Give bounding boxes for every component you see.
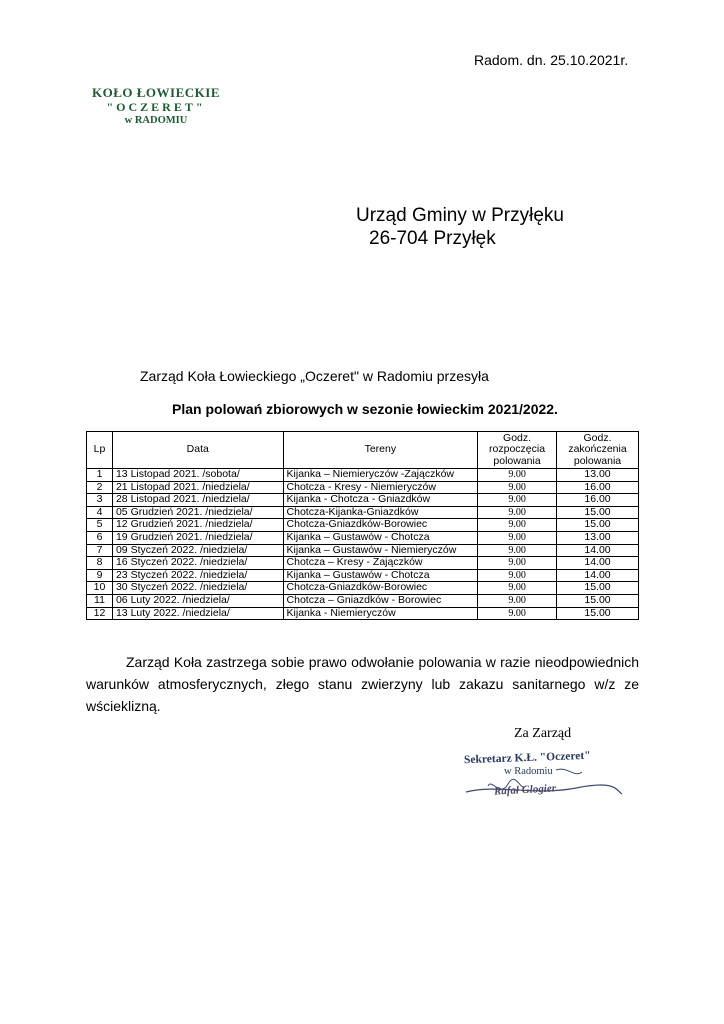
- cell-area: Chotcza-Kijanka-Gniazdków: [283, 506, 478, 519]
- header-date: Data: [112, 432, 283, 469]
- cell-date: 28 Listopad 2021. /niedziela/: [112, 494, 283, 507]
- document-date: Radom. dn. 25.10.2021r.: [474, 52, 629, 68]
- cell-area: Kijanka – Gustawów - Chotcza: [283, 531, 478, 544]
- cell-lp: 6: [87, 531, 113, 544]
- cell-date: 23 Styczeń 2022. /niedziela/: [112, 569, 283, 582]
- table-row: [87, 469, 639, 482]
- cell-start: 9.00: [478, 582, 557, 595]
- cell-lp: 3: [87, 494, 113, 507]
- cell-lp: 7: [87, 544, 113, 557]
- cell-start: 9.00: [478, 519, 557, 532]
- cell-date: 13 Luty 2022. /niedziela/: [112, 607, 283, 620]
- cell-start: 9.00: [478, 594, 557, 607]
- cell-end: 15.00: [557, 607, 639, 620]
- cell-start: 9.00: [478, 506, 557, 519]
- header-start-time: Godz. rozpoczęcia polowania: [478, 432, 557, 469]
- cell-date: 16 Styczeń 2022. /niedziela/: [112, 557, 283, 570]
- cell-end: 15.00: [557, 594, 639, 607]
- cell-end: 16.00: [557, 481, 639, 494]
- cell-start: 9.00: [478, 469, 557, 482]
- cell-date: 19 Grudzień 2021. /niedziela/: [112, 531, 283, 544]
- cell-area: Kijanka – Niemieryczów -Zajączków: [283, 469, 478, 482]
- cell-start: 9.00: [478, 557, 557, 570]
- table-row: [87, 582, 639, 595]
- cell-area: Kijanka - Niemieryczów: [283, 607, 478, 620]
- cell-date: 30 Styczeń 2022. /niedziela/: [112, 582, 283, 595]
- cell-end: 15.00: [557, 506, 639, 519]
- table-row: [87, 531, 639, 544]
- cell-end: 15.00: [557, 519, 639, 532]
- cell-end: 14.00: [557, 544, 639, 557]
- table-row: [87, 569, 639, 582]
- cell-area: Chotcza-Gniazdków-Borowiec: [283, 519, 478, 532]
- cell-start: 9.00: [478, 607, 557, 620]
- stamp-line-2: "OCZERET": [106, 100, 206, 114]
- cell-end: 16.00: [557, 494, 639, 507]
- cell-area: Chotcza - Kresy - Niemieryczów: [283, 481, 478, 494]
- table-header-row: [87, 432, 639, 469]
- cell-lp: 10: [87, 582, 113, 595]
- plan-title: Plan polowań zbiorowych w sezonie łowieckim 2021/2022.: [172, 401, 558, 417]
- header-areas: Tereny: [283, 432, 478, 469]
- cell-lp: 5: [87, 519, 113, 532]
- cell-date: 06 Luty 2022. /niedziela/: [112, 594, 283, 607]
- table-row: [87, 544, 639, 557]
- signature-stamp-line-1: Sekretarz K.Ł. "Oczeret": [463, 749, 591, 767]
- table-row: [87, 506, 639, 519]
- cell-lp: 1: [87, 469, 113, 482]
- cell-start: 9.00: [478, 531, 557, 544]
- cell-end: 13.00: [557, 469, 639, 482]
- table-row: [87, 481, 639, 494]
- stamp-line-3: w RADOMIU: [124, 115, 188, 126]
- cell-lp: 9: [87, 569, 113, 582]
- closing-text: Za Zarząd: [514, 726, 572, 741]
- cell-date: 05 Grudzień 2021. /niedziela/: [112, 506, 283, 519]
- cell-area: Chotcza – Gniazdków - Borowiec: [283, 594, 478, 607]
- intro-text: Zarząd Koła Łowieckiego „Oczeret" w Radomiu przesyła: [140, 368, 489, 384]
- header-end-time: Godz. zakończenia polowania: [557, 432, 639, 469]
- cell-date: 13 Listopad 2021. /sobota/: [112, 469, 283, 482]
- cell-start: 9.00: [478, 481, 557, 494]
- stamp-line-1: KOŁO ŁOWIECKIE: [92, 85, 220, 100]
- cell-end: 14.00: [557, 557, 639, 570]
- recipient-block: [356, 204, 564, 250]
- cell-date: 12 Grudzień 2021. /niedziela/: [112, 519, 283, 532]
- recipient-address: 26-704 Przyłęk: [369, 228, 496, 249]
- cancellation-note: Zarząd Koła zastrzega sobie prawo odwołanie polowania w razie nieodpowiednich warunków atmosferycznych, złego stanu zwierzyny lub zakazu sanitarnego w/z ze wścieklizną.: [86, 654, 639, 714]
- table-row: [87, 607, 639, 620]
- cell-end: 14.00: [557, 569, 639, 582]
- signature-stamp-line-2: w Radomiu: [504, 766, 553, 777]
- signature-stamp-line-3: Rafał Glogier: [493, 782, 557, 798]
- table-row: [87, 494, 639, 507]
- cell-lp: 12: [87, 607, 113, 620]
- cell-area: Kijanka – Gustawów - Niemieryczów: [283, 544, 478, 557]
- table-row: [87, 594, 639, 607]
- cell-lp: 2: [87, 481, 113, 494]
- table-row: [87, 519, 639, 532]
- cell-area: Chotcza – Kresy - Zajączków: [283, 557, 478, 570]
- cell-area: Kijanka - Chotcza - Gniazdków: [283, 494, 478, 507]
- recipient-name: Urząd Gminy w Przyłęku: [356, 205, 564, 226]
- club-stamp: [86, 86, 226, 128]
- cell-lp: 8: [87, 557, 113, 570]
- hunt-schedule-table: [86, 431, 639, 620]
- cell-end: 15.00: [557, 582, 639, 595]
- cell-start: 9.00: [478, 544, 557, 557]
- cell-end: 13.00: [557, 531, 639, 544]
- cell-start: 9.00: [478, 569, 557, 582]
- cell-lp: 11: [87, 594, 113, 607]
- cell-lp: 4: [87, 506, 113, 519]
- cell-date: 21 Listopad 2021. /niedziela/: [112, 481, 283, 494]
- cell-start: 9.00: [478, 494, 557, 507]
- cell-date: 09 Styczeń 2022. /niedziela/: [112, 544, 283, 557]
- cell-area: Kijanka – Gustawów - Chotcza: [283, 569, 478, 582]
- table-row: [87, 557, 639, 570]
- cell-area: Chotcza-Gniazdków-Borowiec: [283, 582, 478, 595]
- header-lp: Lp: [87, 432, 113, 469]
